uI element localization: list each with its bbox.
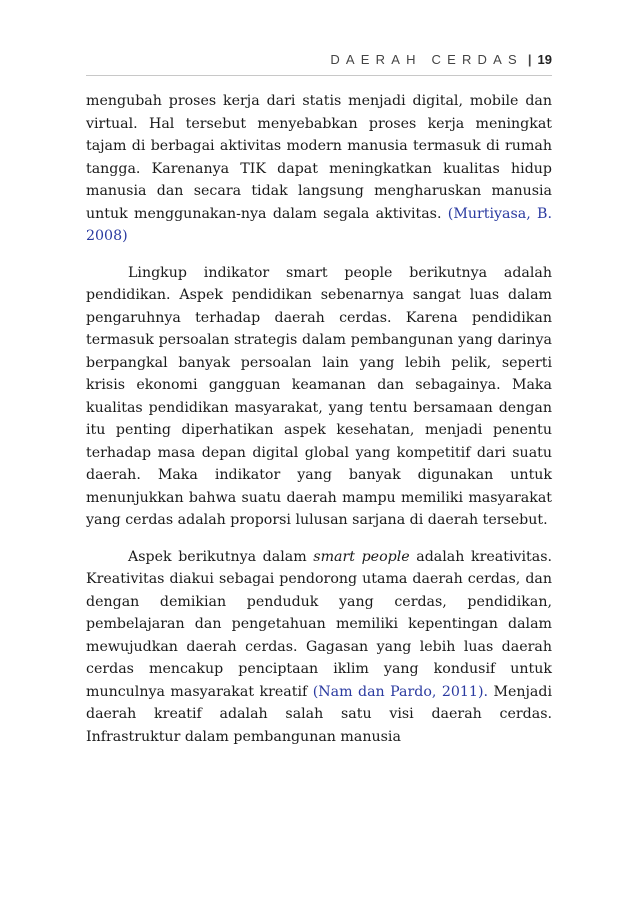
paragraph-text: mengubah proses kerja dari statis menjadi digital, mobile dan virtual. Hal tersebut menyebabkan proses kerja meningkat tajam di berbagai aktivitas modern manusia termasuk di rumah tangga. Karenanya TIK dapat meningkatkan kualitas hidup manusia dan secara tidak langsung mengharuskan manusia untuk menggunakan-nya dalam segala aktivitas. [86, 93, 552, 222]
paragraph-text: Lingkup indikator smart people berikutnya adalah pendidikan. Aspek pendidikan sebenarnya sangat luas dalam pengaruhnya terhadap daerah cerdas. Karena pendidikan termasuk persoalan strategis dalam pembangunan yang darinya berpangkal banyak persoalan lain yang lebih pelik, seperti krisis ekonomi gangguan keamanan dan sebagainya. Maka kualitas pendidikan masyarakat, yang tentu bersamaan dengan itu penting diperhatikan aspek kesehatan, menjadi penentu terhadap masa depan digital global yang kompetitif dari suatu daerah. Maka indikator yang banyak digunakan untuk menunjukkan bahwa suatu daerah mampu memiliki masyarakat yang cerdas adalah proporsi lulusan sarjana di daerah tersebut. [86, 264, 552, 528]
paragraph-pendidikan [86, 262, 552, 532]
paragraph-text-end: Menjadi daerah kreatif adalah salah satu visi daerah cerdas. Infrastruktur dalam pembangunan manusia [86, 683, 552, 745]
citation-nam-pardo: (Nam dan Pardo, 2011). [312, 683, 488, 700]
paragraph-continued [86, 90, 552, 248]
paragraph-kreativitas [86, 546, 552, 749]
header-separator: | [527, 52, 532, 67]
running-title: DAERAH CERDAS [330, 52, 523, 67]
emphasis-smart-people: smart people [313, 548, 410, 565]
paragraph-lead: Aspek berikutnya dalam [128, 548, 314, 565]
citation-murtiyasa: (Murtiyasa, B. 2008) [86, 205, 552, 244]
paragraph-text: adalah kreativitas. Kreativitas diakui sebagai pendorong utama daerah cerdas, dan dengan demikian penduduk yang cerdas, pendidikan, pembelajaran dan pengetahuan memiliki kepentingan dalam mewujudkan daerah cerdas. Gagasan yang lebih luas daerah cerdas mencakup penciptaan iklim yang kondusif untuk munculnya masyarakat kreatif [86, 548, 552, 700]
header-divider [86, 75, 552, 76]
page-header [330, 52, 552, 67]
page-number: 19 [537, 52, 552, 67]
page-body [86, 90, 552, 762]
